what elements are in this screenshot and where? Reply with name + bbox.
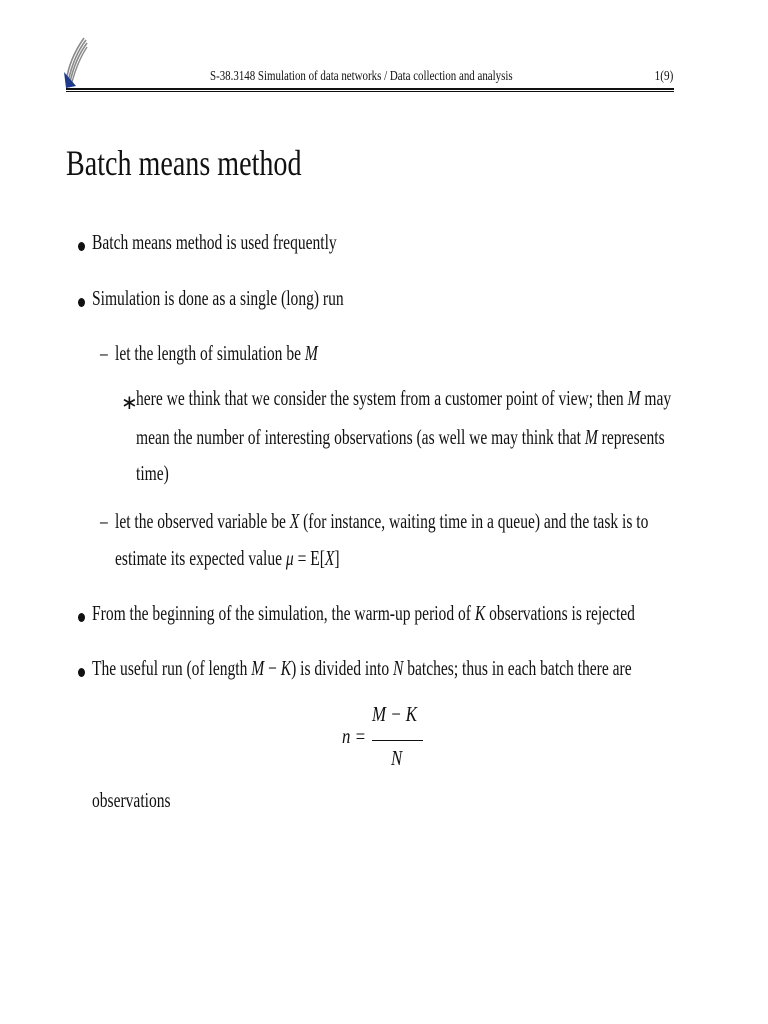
slide-title: Batch means method <box>66 143 302 183</box>
bullet-dot <box>78 298 85 307</box>
bullet-dot <box>78 668 85 677</box>
bullet-2-text: Simulation is done as a single (long) run <box>92 286 344 310</box>
bullet-4-text: The useful run (of length M − K) is divided into N batches; thus in each batch there are <box>92 656 632 680</box>
sub-bullet-1-text: let the length of simulation be M <box>115 341 318 365</box>
sub-bullet-2-line-2: estimate its expected value μ = E[X] <box>115 546 340 570</box>
sub-bullet-2-line-1: let the observed variable be X (for instance, waiting time in a queue) and the task is to <box>115 509 649 533</box>
header-divider <box>66 88 674 90</box>
fraction-bar <box>372 740 423 741</box>
header-course-title: S-38.3148 Simulation of data networks / Data collection and analysis <box>210 69 513 84</box>
after-formula-text: observations <box>92 788 171 812</box>
formula-denominator: N <box>391 746 403 770</box>
formula-numerator: M − K <box>372 702 417 726</box>
header-divider-thin <box>66 91 674 92</box>
note-line-3: time) <box>136 461 169 485</box>
university-logo-icon <box>62 34 88 90</box>
note-line-1: here we think that we consider the system from a customer point of view; then M may <box>136 386 672 410</box>
formula-lhs: n = <box>342 724 366 748</box>
batch-size-formula <box>342 700 432 780</box>
star-marker: ∗ <box>121 392 138 414</box>
bullet-1-text: Batch means method is used frequently <box>92 230 337 254</box>
bullet-3-text: From the beginning of the simulation, the warm-up period of K observations is rejected <box>92 601 635 625</box>
dash-marker: – <box>100 341 108 365</box>
dash-marker: – <box>100 509 108 533</box>
page-number: 1(9) <box>654 69 673 84</box>
bullet-dot <box>78 613 85 622</box>
bullet-dot <box>78 242 85 251</box>
note-line-2: mean the number of interesting observations (as well we may think that M represents <box>136 425 665 449</box>
